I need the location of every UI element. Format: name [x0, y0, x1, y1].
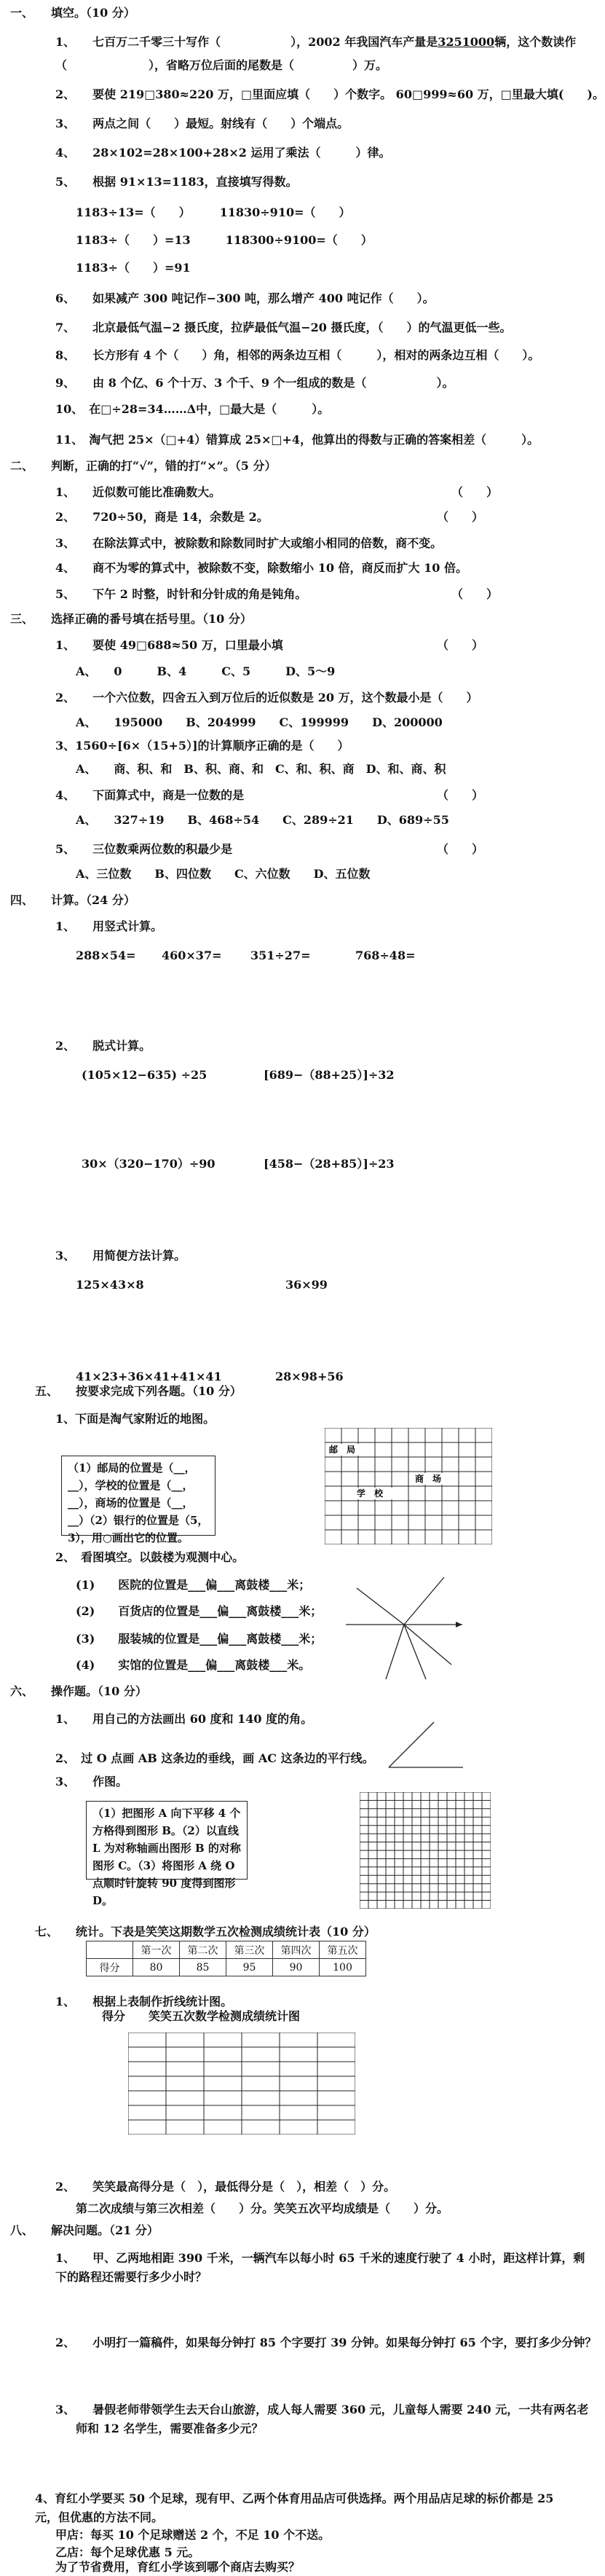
q1-9: 9、 由 8 个亿、6 个十万、3 个千、9 个一组成的数是（ ）。	[55, 376, 454, 390]
choice-q2: 2、 一个六位数，四舍五入到万位后的近似数是 20 万，这个数最小是（ ）	[55, 691, 478, 704]
choice-paren[interactable]: （ ）	[437, 842, 484, 856]
simple-calc: 28×98+56	[275, 1370, 344, 1383]
score-table-header	[87, 1941, 366, 1959]
simple-calc: 41×23+36×41+41×41	[76, 1370, 222, 1383]
q1-2: 2、 要使 219□380≈220 万，□里面应填（ ）个数字。 60□999≈60 万，□里最大填( )。	[55, 87, 604, 101]
triangle-lines	[386, 1719, 466, 1770]
section-4-heading: 四、 计算。（24 分）	[10, 893, 135, 907]
map-question-text: （1）邮局的位置是（__，__），学校的位置是（__，__），商场的位置是（__，__）（2）银行的位置是（5，3），用○画出它的位置。	[68, 1461, 209, 1544]
map-q1: 1、下面是淘气家附近的地图。	[55, 1412, 215, 1426]
choice-q4: 4、 下面算式中，商是一位数的是	[55, 788, 245, 802]
direction-item: (4) 实馆的位置是___偏___离鼓楼___米。	[76, 1658, 311, 1672]
table-cell: 90	[273, 1959, 320, 1976]
map-grid	[325, 1428, 492, 1544]
map-mall: 商 场	[415, 1474, 442, 1484]
blank-line-chart-grid	[128, 2033, 355, 2135]
table-cell: 80	[133, 1959, 180, 1976]
map-question-box	[61, 1456, 215, 1544]
judge-item: 2、 720÷50，商是 14，余数是 2。	[55, 510, 269, 524]
q1-6: 6、 如果减产 300 吨记作−300 吨，那么增产 400 吨记作（ ）。	[55, 291, 435, 305]
direction-q2: 2、 看图填空。以鼓楼为观测中心。	[55, 1550, 245, 1564]
judge-item: 3、 在除法算式中，被除数和除数同时扩大或缩小相同的倍数，商不变。	[55, 536, 443, 550]
table-cell: 得分	[87, 1959, 133, 1976]
judge-item: 1、 近似数可能比准确数大。	[55, 485, 221, 499]
chart-title: 得分 笑笑五次数学检测成绩统计图	[102, 2009, 301, 2023]
q1-11: 11、 淘气把 25×（□+4）错算成 25×□+4，他算出的得数与正确的答案相差（ ）。	[55, 433, 539, 447]
choice-q3: 3、1560÷[6×（15+5）]的计算顺序正确的是（ ）	[55, 739, 349, 753]
problem-4-shop-b: 乙店：每个足球优惠 5 元。	[55, 2545, 200, 2559]
q1-1-cont: （ ），省略万位后面的尾数是（ ）万。	[55, 58, 388, 72]
problem-3-cont: 师和 12 名学生，需要准备多少元？	[76, 2422, 264, 2435]
problem-4-question: 为了节省费用，育红小学该到哪个商店去购买？	[55, 2560, 301, 2574]
section-8-heading: 八、 解决问题。（21 分）	[10, 2223, 159, 2237]
calc-q3: 3、 用简便方法计算。	[55, 1249, 186, 1263]
operate-q3: 3、 作图。	[55, 1775, 128, 1788]
drawing-instructions-box	[86, 1801, 248, 1907]
q1-5c: 1183÷（ ）=91	[76, 261, 191, 275]
choice-paren[interactable]: （ ）	[437, 638, 484, 652]
judge-paren[interactable]: （ ）	[451, 485, 499, 499]
q1-4: 4、 28×102=28×100+28×2 运用了乘法（ ）律。	[55, 146, 391, 160]
judge-item: 4、 商不为零的算式中，被除数不变，除数缩小 10 倍，商反而扩大 10 倍。	[55, 561, 467, 575]
direction-diagram	[342, 1566, 466, 1683]
score-table	[86, 1941, 366, 1976]
table-cell: 第五次	[320, 1941, 366, 1959]
choice-q3-options: A、 商、积、和 B、积、商、和 C、和、积、商 D、和、商、积	[76, 762, 446, 776]
choice-q1: 1、 要使 49□688≈50 万，口里最小填	[55, 638, 283, 652]
problem-4: 4、育红小学要买 50 个足球，现有甲、乙两个体育用品店可供选择。两个用品店足球的标价都是 25	[35, 2491, 554, 2505]
operate-q1: 1、 用自己的方法画出 60 度和 140 度的角。	[55, 1712, 313, 1726]
choice-q5: 5、 三位数乘两位数的积最少是	[55, 842, 233, 856]
choice-q4-options: A、 327÷19 B、468÷54 C、289÷21 D、689÷55	[76, 813, 449, 827]
choice-q5-options: A、三位数 B、四位数 C、六位数 D、五位数	[76, 867, 371, 881]
map-school: 学 校	[357, 1488, 384, 1499]
direction-item: (3) 服装城的位置是___偏___离鼓楼___米；	[76, 1632, 323, 1646]
vertical-calc: 460×37=	[162, 949, 222, 962]
q1-10: 10、 在□÷28=34……Δ中，□最大是（ ）。	[55, 402, 330, 416]
judge-paren[interactable]: （ ）	[451, 587, 499, 601]
calc-q1: 1、 用竖式计算。	[55, 919, 163, 933]
section-7-heading: 七、 统计。下表是笑笑这期数学五次检测成绩统计表（10 分）	[35, 1925, 376, 1939]
table-cell: 第四次	[273, 1941, 320, 1959]
judge-paren[interactable]: （ ）	[437, 510, 484, 524]
stepwise-expr: (105×12−635) ÷25	[82, 1068, 207, 1082]
table-cell: 100	[320, 1959, 366, 1976]
choice-paren[interactable]: （ ）	[437, 788, 484, 802]
section-2-heading: 二、 判断，正确的打“√”，错的打“×”。（5 分）	[10, 459, 277, 473]
direction-item: (1) 医院的位置是___偏___离鼓楼___米；	[76, 1578, 311, 1592]
vertical-calc: 768÷48=	[355, 949, 416, 962]
table-cell: 85	[180, 1959, 226, 1976]
operate-q2: 2、 过 O 点画 AB 这条边的垂线，画 AC 这条边的平行线。	[55, 1751, 374, 1765]
table-cell: 第三次	[226, 1941, 273, 1959]
problem-1: 1、 甲、乙两地相距 390 千米，一辆汽车以每小时 65 千米的速度行驶了 4 小时，距这样计算，剩	[55, 2251, 585, 2265]
stepwise-expr: 30×（320−170）÷90	[82, 1157, 215, 1171]
choice-q1-options: A、 0 B、4 C、5 D、5～9	[76, 664, 336, 678]
table-cell: 第一次	[133, 1941, 180, 1959]
vertical-calc: 351÷27=	[250, 949, 311, 962]
calc-q2: 2、 脱式计算。	[55, 1039, 151, 1053]
problem-1-cont: 下的路程还需要行多少小时？	[55, 2270, 207, 2284]
problem-4-cont: 元，但优惠的方法不同。	[35, 2510, 164, 2524]
simple-calc: 36×99	[285, 1278, 328, 1292]
score-table-row	[87, 1959, 366, 1976]
q1-5a: 1183÷13=（ ） 11830÷910=（ ）	[76, 205, 351, 219]
q1-1-text: 1、 七百万二千零三十写作（ ），2002 年我国汽车产量是3251000辆，这个数读作	[55, 35, 577, 49]
judge-item: 5、 下午 2 时整，时针和分针成的角是钝角。	[55, 587, 307, 601]
section-5-heading: 五、 按要求完成下列各题。（10 分）	[35, 1384, 242, 1398]
stat-q1: 1、 根据上表制作折线统计图。	[55, 1995, 233, 2008]
table-cell: 第二次	[180, 1941, 226, 1959]
map-post-office: 邮 局	[329, 1445, 356, 1455]
table-cell	[87, 1941, 133, 1959]
choice-q2-options: A、 195000 B、204999 C、199999 D、200000	[76, 715, 443, 729]
section-1-heading: 一、 填空。（10 分）	[10, 6, 135, 20]
q1-5: 5、 根据 91×13=1183，直接填写得数。	[55, 175, 298, 189]
problem-4-shop-a: 甲店：每买 10 个足球赠送 2 个，不足 10 个不送。	[55, 2528, 331, 2542]
direction-item: (2) 百货店的位置是___偏___离鼓楼___米；	[76, 1604, 323, 1618]
stat-q2b: 第二次成绩与第三次相差（ ）分。笑笑五次平均成绩是（ ）分。	[76, 2202, 449, 2215]
drawing-grid	[360, 1792, 491, 1909]
table-cell: 95	[226, 1959, 273, 1976]
q1-8: 8、 长方形有 4 个（ ）角，相邻的两条边互相（ ），相对的两条边互相（ ）。	[55, 348, 540, 362]
drawing-instructions: （1）把图形 A 向下平移 4 个方格得到图形 B。（2）以直线 L 为对称轴画出图形 B 的对称图形 C。（3）将图形 A 绕 O 点顺时针旋转 90 度得到图形 D。	[92, 1807, 241, 1907]
problem-2: 2、 小明打一篇稿件，如果每分钟打 85 个字要打 39 分钟。如果每分钟打 65 个字，要打多少分钟？	[55, 2336, 597, 2349]
q1-5b: 1183÷（ ）=13 118300÷9100=（ ）	[76, 233, 373, 247]
section-3-heading: 三、 选择正确的番号填在括号里。（10 分）	[10, 612, 252, 626]
section-6-heading: 六、 操作题。（10 分）	[10, 1684, 147, 1698]
simple-calc: 125×43×8	[76, 1278, 144, 1292]
stepwise-expr: [458−（28+85）]÷23	[264, 1157, 395, 1171]
stepwise-expr: [689−（88+25）]÷32	[264, 1068, 395, 1082]
q1-3: 3、 两点之间（ ）最短。射线有（ ）个端点。	[55, 117, 349, 130]
vertical-calc: 288×54=	[76, 949, 136, 962]
problem-3: 3、 暑假老师带领学生去天台山旅游，成人每人需要 360 元，儿童每人需要 240 元，一共有两名老	[55, 2403, 589, 2416]
q1-7: 7、 北京最低气温−2 摄氏度，拉萨最低气温−20 摄氏度，（ ）的气温更低一些。	[55, 321, 512, 334]
stat-q2: 2、 笑笑最高得分是（ ），最低得分是（ ），相差（ ）分。	[55, 2180, 396, 2194]
